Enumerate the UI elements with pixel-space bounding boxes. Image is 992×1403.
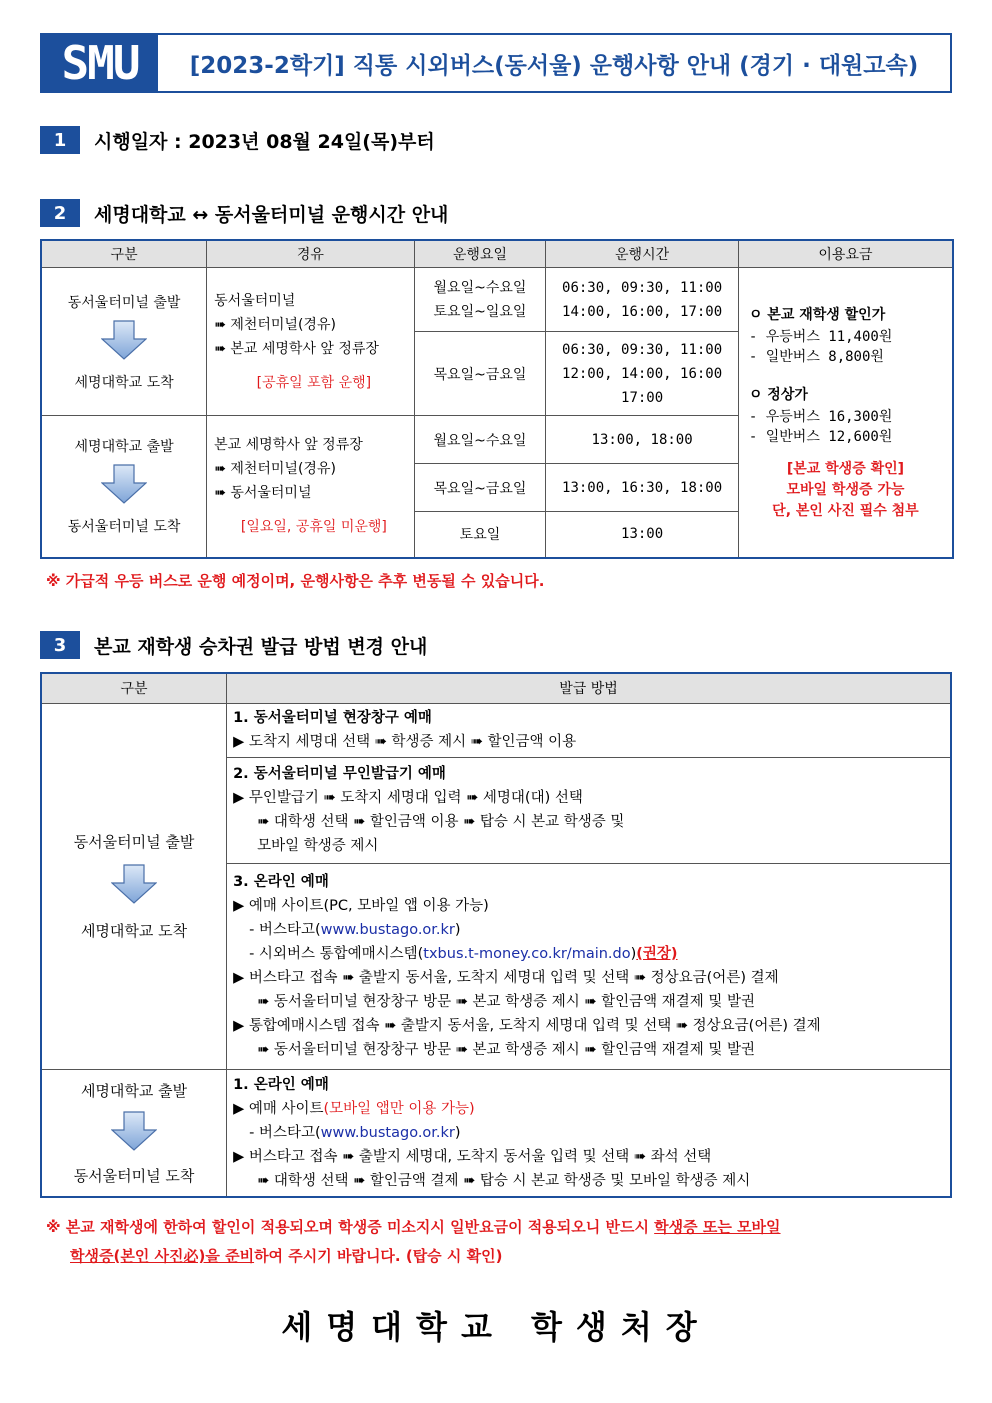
column-header: 구분: [41, 240, 207, 268]
fare-discount-title: ㅇ 본교 재학생 할인가: [748, 306, 886, 323]
method-cell: [227, 703, 951, 757]
recommended-flag: (권장): [636, 946, 678, 962]
ticketing-table: [40, 672, 952, 1198]
method-title: 1. 온라인 예매: [233, 1076, 329, 1093]
document-header: [40, 33, 952, 93]
departure-label: 세명대학교 출발: [80, 1081, 188, 1100]
direction-cell: [41, 416, 207, 558]
schedule-table: [40, 239, 954, 559]
fare-line: - 일반버스 12,600원: [748, 428, 893, 445]
arrival-label: 세명대학교 도착: [74, 374, 174, 391]
direction-cell: [41, 268, 207, 416]
section-number: 3: [40, 631, 80, 659]
table-header-row: [41, 673, 951, 703]
times-cell: [546, 268, 739, 332]
direction-cell: [41, 703, 227, 1069]
table-row: [41, 703, 951, 757]
method-line: [233, 1097, 950, 1121]
txbus-link[interactable]: txbus.t-money.co.kr/main.do: [423, 946, 631, 962]
text: 하여 주시기 바랍니다. (탑승 시 확인): [254, 1247, 503, 1265]
section-title: 세명대학교 ↔ 동서울터미널 운행시간 안내: [94, 203, 449, 226]
times-cell: 13:00, 16:30, 18:00: [546, 464, 739, 512]
arrow-down-icon: [111, 864, 157, 904]
text: ): [454, 1124, 461, 1141]
column-header: 구분: [41, 673, 227, 703]
route-stop: ➠ 본교 세명학사 앞 정류장: [214, 340, 379, 357]
fare-line: - 우등버스 11,400원: [748, 328, 893, 345]
column-header: 이용요금: [738, 240, 953, 268]
text-underlined: 학생증(본인 사진必)을 준비: [70, 1247, 255, 1265]
route-cell: [207, 268, 414, 416]
mobile-only-note: (모바일 앱만 이용 가능): [323, 1100, 475, 1117]
method-line: ➠ 동서울터미널 현장창구 방문 ➠ 본교 학생증 제시 ➠ 할인금액 재결제 및 발권: [257, 1042, 756, 1058]
route-stop: ➠ 동서울터미널: [214, 485, 312, 502]
method-line: ▶ 무인발급기 ➠ 도착지 세명대 입력 ➠ 세명대(대) 선택: [233, 790, 583, 806]
route-stop: ➠ 제천터미널(경유): [214, 461, 336, 478]
text: ): [454, 922, 461, 938]
departure-label: 세명대학교 출발: [74, 439, 174, 456]
column-header: 발급 방법: [227, 673, 951, 703]
text: - 시외버스 통합예매시스템(: [249, 946, 424, 962]
text: ▶ 예매 사이트: [233, 1100, 324, 1117]
column-header: 운행시간: [546, 240, 739, 268]
section-3-heading: [40, 631, 427, 659]
days-cell: 토요일: [414, 512, 546, 558]
method-line: ▶ 통합예매시스템 접속 ➠ 출발지 동서울, 도착지 세명대 입력 및 선택 ➠ 정상요금(어른) 결제: [233, 1018, 821, 1034]
method-cell: [227, 757, 951, 863]
days-cell: 목요일~금요일: [414, 464, 546, 512]
route-stop: 동서울터미널: [214, 292, 296, 309]
table-row: [41, 268, 953, 332]
route-note: [일요일, 공휴일 미운행]: [240, 519, 387, 536]
method-line: ➠ 대학생 선택 ➠ 할인금액 이용 ➠ 탑승 시 본교 학생증 및: [257, 814, 625, 830]
section-2-heading: [40, 199, 448, 227]
days-cell: 목요일~금요일: [414, 332, 546, 416]
fare-note: 모바일 학생증 가능: [786, 481, 905, 498]
fare-note: 단, 본인 사진 필수 첨부: [772, 502, 919, 519]
bustago-link[interactable]: www.bustago.or.kr: [320, 1124, 455, 1141]
route-stop: ➠ 제천터미널(경유): [214, 316, 336, 333]
text-underlined: 학생증 또는 모바일: [654, 1218, 781, 1236]
times-cell: 13:00: [546, 512, 739, 558]
times-text: 06:30, 09:30, 11:00: [562, 341, 723, 358]
schedule-note: ※ 가급적 우등 버스로 운행 예정이며, 운행사항은 추후 변동될 수 있습니다.: [46, 572, 545, 590]
column-header: 운행요일: [414, 240, 546, 268]
method-title: 3. 온라인 예매: [233, 874, 329, 890]
table-header-row: [41, 240, 953, 268]
text: ): [630, 946, 637, 962]
method-title: 1. 동서울터미널 현장창구 예매: [233, 710, 432, 726]
direction-cell: [41, 1069, 227, 1197]
arrow-down-icon: [111, 1111, 157, 1151]
section-number: 1: [40, 126, 80, 154]
section-1-heading: [40, 126, 435, 154]
section-number: 2: [40, 199, 80, 227]
times-cell: 13:00, 18:00: [546, 416, 739, 464]
method-line: ➠ 대학생 선택 ➠ 할인금액 결제 ➠ 탑승 시 본교 학생증 및 모바일 학생증 제시: [257, 1172, 751, 1189]
route-note: [공휴일 포함 운행]: [256, 374, 372, 391]
section-title: 본교 재학생 승차권 발급 방법 변경 안내: [94, 635, 428, 658]
arrival-label: 동서울터미널 도착: [67, 519, 181, 536]
method-line: [233, 942, 950, 966]
section-title: 시행일자 : 2023년 08월 24일(목)부터: [94, 130, 435, 153]
method-line: ▶ 버스타고 접속 ➠ 출발지 세명대, 도착지 동서울 입력 및 선택 ➠ 좌석 선택: [233, 1148, 712, 1165]
column-header: 경유: [207, 240, 414, 268]
document-title: [2023-2학기] 직통 시외버스(동서울) 운행사항 안내 (경기 · 대원고속): [189, 52, 919, 79]
days-text: 토요일~일요일: [433, 303, 527, 320]
issuer-signature: 세명대학교 학생처장: [281, 1308, 711, 1346]
arrival-label: 동서울터미널 도착: [73, 1166, 195, 1185]
smu-logo: SMU: [42, 35, 158, 91]
fare-line: - 우등버스 16,300원: [748, 408, 893, 425]
bustago-link[interactable]: www.bustago.or.kr: [320, 922, 455, 938]
arrow-down-icon: [101, 464, 147, 504]
route-stop: 본교 세명학사 앞 정류장: [214, 437, 363, 454]
text: ※ 본교 재학생에 한하여 할인이 적용되오며 학생증 미소지시 일반요금이 적용되오니 반드시: [46, 1218, 655, 1236]
method-line: ▶ 예매 사이트(PC, 모바일 앱 이용 가능): [233, 898, 489, 914]
departure-label: 동서울터미널 출발: [67, 294, 181, 311]
times-text: 12:00, 14:00, 16:00: [562, 365, 723, 382]
fare-regular-title: ㅇ 정상가: [748, 386, 808, 403]
method-line: 모바일 학생증 제시: [257, 838, 379, 854]
departure-label: 동서울터미널 출발: [73, 833, 195, 851]
method-line: [233, 918, 950, 942]
ticketing-note: [46, 1213, 958, 1271]
text: - 버스타고(: [249, 1124, 321, 1141]
route-cell: [207, 416, 414, 558]
arrival-label: 세명대학교 도착: [80, 922, 188, 940]
method-cell: [227, 1069, 951, 1197]
method-cell: [227, 863, 951, 1069]
days-cell: 월요일~수요일: [414, 416, 546, 464]
days-text: 월요일~수요일: [433, 279, 527, 296]
fare-cell: [738, 268, 953, 558]
method-title: 2. 동서울터미널 무인발급기 예매: [233, 766, 446, 782]
times-text: 06:30, 09:30, 11:00: [562, 279, 723, 296]
table-row: [41, 1069, 951, 1197]
times-cell: [546, 332, 739, 416]
method-line: [233, 1121, 950, 1145]
days-cell: [414, 268, 546, 332]
method-line: ▶ 버스타고 접속 ➠ 출발지 동서울, 도착지 세명대 입력 및 선택 ➠ 정상요금(어른) 결제: [233, 970, 779, 986]
fare-notes: [749, 459, 952, 522]
arrow-down-icon: [101, 320, 147, 360]
fare-note: [본교 학생증 확인]: [786, 460, 905, 477]
method-line: ➠ 동서울터미널 현장창구 방문 ➠ 본교 학생증 제시 ➠ 할인금액 재결제 및 발권: [257, 994, 756, 1010]
times-text: 17:00: [621, 389, 664, 406]
method-line: ▶ 도착지 세명대 선택 ➠ 학생증 제시 ➠ 할인금액 이용: [233, 734, 577, 750]
fare-line: - 일반버스 8,800원: [748, 348, 884, 365]
times-text: 14:00, 16:00, 17:00: [562, 303, 723, 320]
text: - 버스타고(: [249, 922, 321, 938]
